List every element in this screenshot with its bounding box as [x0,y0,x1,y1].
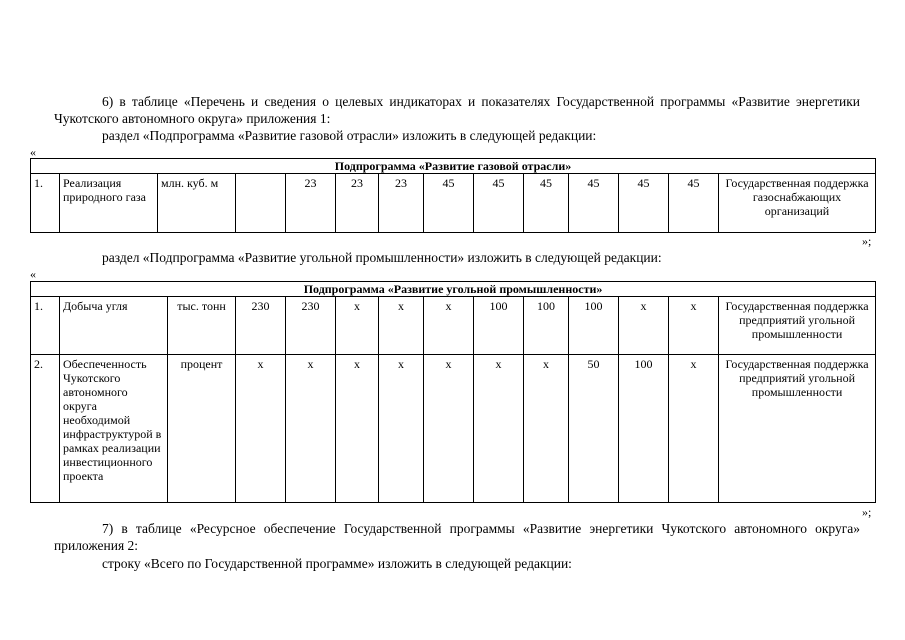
row-number: 1. [31,174,60,233]
gas-table-header: Подпрограмма «Развитие газовой отрасли» [31,159,876,174]
gas-section-intro: раздел «Подпрограмма «Развитие газовой отрасли» изложить в следующей редакции: [102,128,597,143]
value-cell: х [424,355,474,503]
value-cell: х [474,355,524,503]
unit-cell: тыс. тонн [168,297,236,355]
open-quote: « [30,145,36,159]
value-cell: х [669,297,719,355]
value-cell: 50 [569,355,619,503]
value-cell: х [379,297,424,355]
unit-cell: млн. куб. м [158,174,236,233]
open-quote: « [30,267,36,281]
coal-table-header: Подпрограмма «Развитие угольной промышленности» [31,282,876,297]
coal-section-intro: раздел «Подпрограмма «Развитие угольной промышленности» изложить в следующей редакции: [102,250,662,265]
table-row [31,297,876,355]
indicator-name: Добыча угля [60,297,168,355]
row-number: 2. [31,355,60,503]
value-cell: 23 [336,174,379,233]
measure-cell: Государственная поддержка предприятий угольной промышленности [719,297,876,355]
value-cell: х [379,355,424,503]
gas-subprogram-table [30,158,876,233]
paragraph-6: 6) в таблице «Перечень и сведения о целевых индикаторах и показателях Государственной программы «Развитие энергетики Чукотского автономного округа» приложения 1: [54,94,860,126]
table-row [31,174,876,233]
value-cell: 100 [524,297,569,355]
paragraph-7: 7) в таблице «Ресурсное обеспечение Государственной программы «Развитие энергетики Чукотского автономного округа» приложения 2: [54,521,860,553]
value-cell: 100 [569,297,619,355]
value-cell: 45 [569,174,619,233]
value-cell: 23 [286,174,336,233]
value-cell: х [236,355,286,503]
value-cell: 230 [236,297,286,355]
value-cell: х [524,355,569,503]
close-quote: »; [862,234,872,248]
table-row [31,355,876,503]
value-cell: х [336,355,379,503]
value-cell: 45 [619,174,669,233]
value-cell: х [336,297,379,355]
measure-cell: Государственная поддержка газоснабжающих организаций [719,174,876,233]
empty-cell [236,174,286,233]
close-quote: »; [862,505,872,519]
value-cell: х [619,297,669,355]
value-cell: х [424,297,474,355]
indicator-name: Обеспеченность Чукотского автономного округа необходимой инфраструктурой в рамках реализации инвестиционного проекта [60,355,168,503]
total-row-intro: строку «Всего по Государственной программе» изложить в следующей редакции: [102,556,572,571]
unit-cell: процент [168,355,236,503]
value-cell: х [669,355,719,503]
value-cell: 45 [424,174,474,233]
indicator-name: Реализация природного газа [60,174,158,233]
value-cell: 45 [669,174,719,233]
coal-subprogram-table [30,281,876,503]
value-cell: 45 [524,174,569,233]
value-cell: 100 [619,355,669,503]
value-cell: х [286,355,336,503]
value-cell: 45 [474,174,524,233]
value-cell: 23 [379,174,424,233]
row-number: 1. [31,297,60,355]
measure-cell: Государственная поддержка предприятий угольной промышленности [719,355,876,503]
value-cell: 230 [286,297,336,355]
value-cell: 100 [474,297,524,355]
